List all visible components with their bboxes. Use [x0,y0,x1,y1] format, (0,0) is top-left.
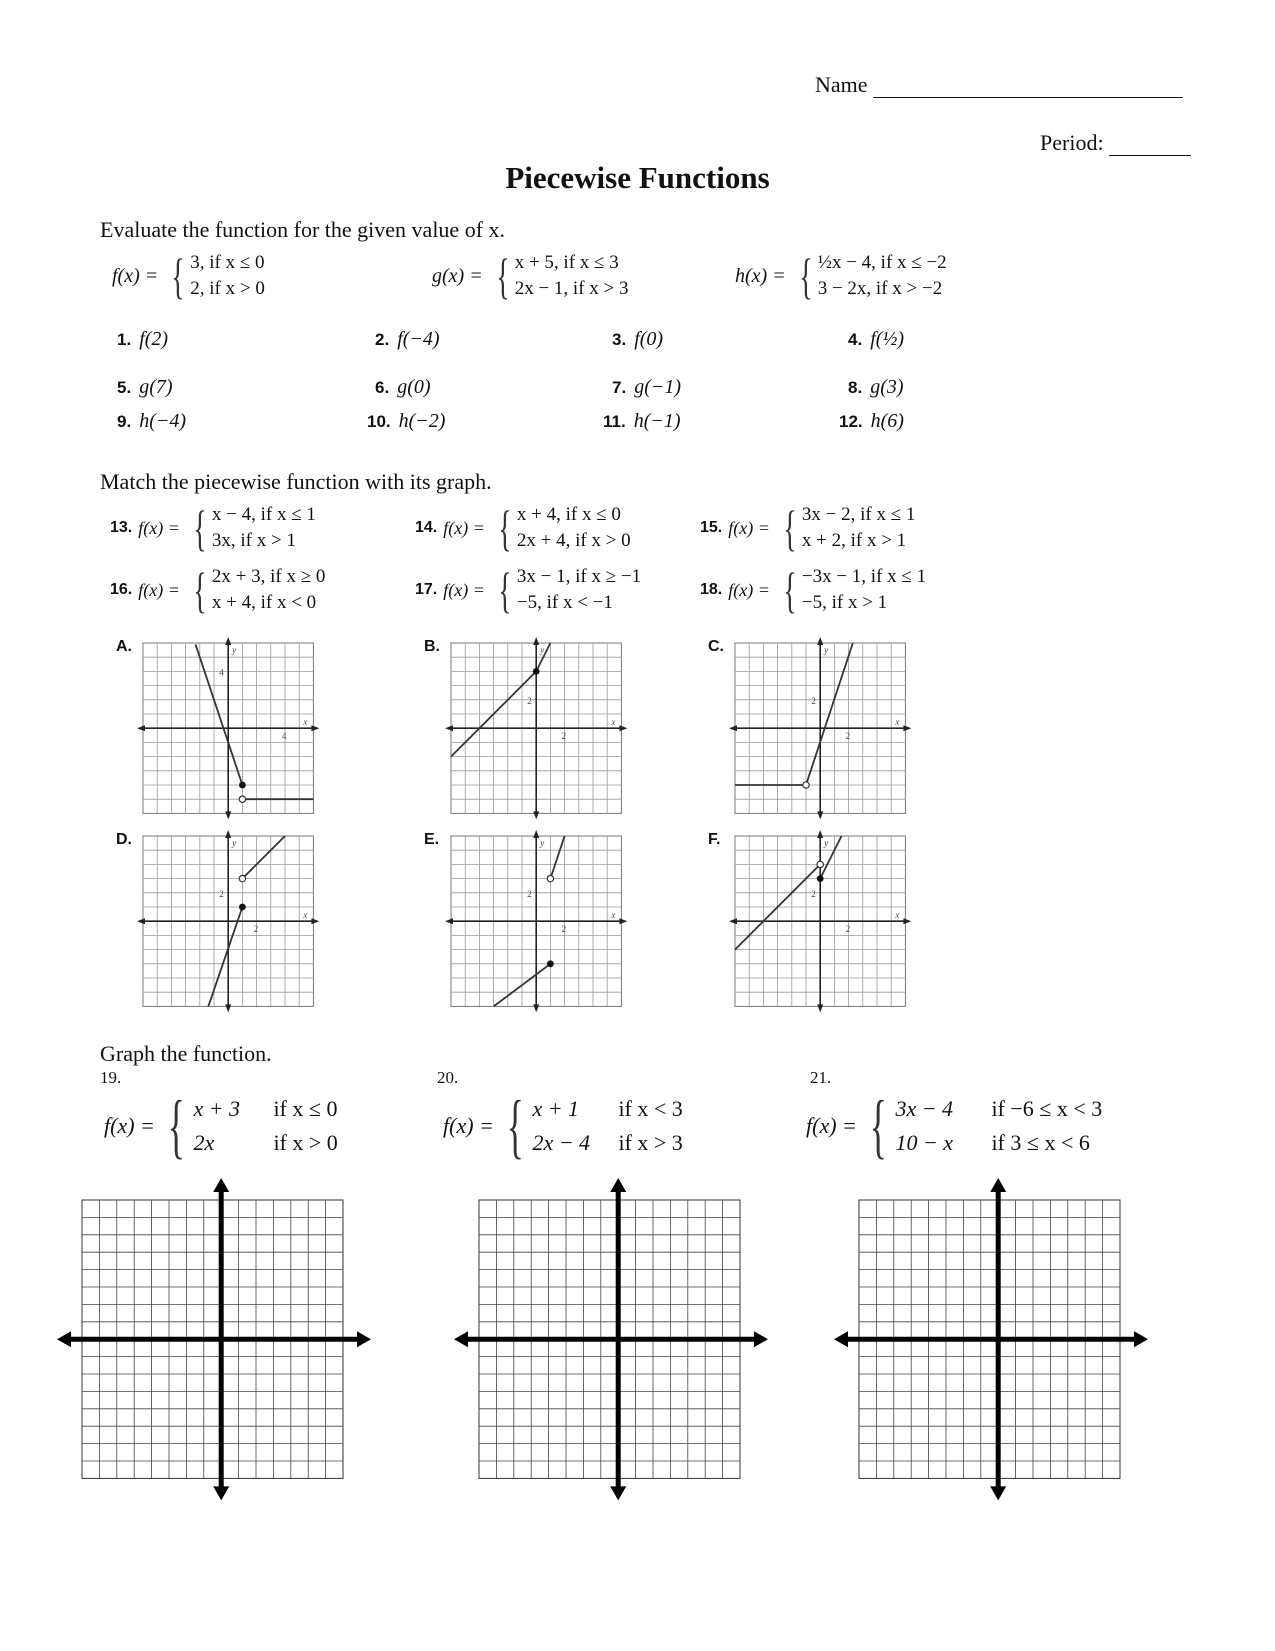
graph-c [735,643,907,815]
match-function-13: 13. f(x) = { x − 4, if x ≤ 1 3x, if x > 1 [110,500,316,556]
x-axis-arrow-left [454,1331,468,1347]
name-label: Name [815,72,868,97]
x-axis-arrow-right [311,918,319,924]
y-tick-label: 2 [527,695,532,706]
problem-11: 11. h(−1) [603,410,681,432]
x-axis-arrow-right [903,725,911,731]
x-axis-arrow-left [137,725,145,731]
graph-e [451,836,623,1008]
y-tick-label: 4 [219,667,224,678]
x-axis-arrow-left [834,1331,848,1347]
open-point [817,861,823,867]
y-axis-arrow-up [610,1178,626,1192]
y-tick-label: 2 [527,888,532,899]
closed-point [817,875,824,882]
y-axis-arrow-down [990,1486,1006,1500]
y-axis-arrow-down [533,811,539,819]
y-axis-arrow-up [817,637,823,645]
closed-point [239,782,246,789]
match-instruction: Match the piecewise function with its graph. [100,469,492,494]
match-function-16: 16. f(x) = { 2x + 3, if x ≥ 0 x + 4, if x < 0 [110,562,326,618]
match-function-17: 17. f(x) = { 3x − 1, if x ≥ −1 −5, if x < −1 [415,562,642,618]
graph-a [143,643,315,815]
function-h-definition: h(x) = { ½x − 4, if x ≤ −2 3 − 2x, if x > −2 [735,248,947,304]
graph-label-b: B. [424,638,440,655]
x-tick-label: 2 [845,731,851,742]
y-axis-arrow-up [990,1178,1006,1192]
graph-instruction: Graph the function. [100,1041,272,1066]
graph-d [143,836,315,1008]
graph-label-d: D. [116,831,132,848]
problem-1: 1. f(2) [117,328,169,350]
x-axis-arrow-left [729,918,737,924]
y-axis-arrow-down [817,1004,823,1012]
x-axis-arrow-left [137,918,145,924]
open-point [803,782,809,788]
problem-2: 2. f(−4) [375,328,440,350]
page-title: Piecewise Functions [505,160,770,195]
y-axis-label: y [232,645,237,655]
problem-3: 3. f(0) [612,328,664,350]
graph-b [451,643,623,815]
x-tick-label: 2 [845,924,851,935]
blank-grid-20[interactable] [452,1178,772,1478]
x-axis-arrow-right [903,918,911,924]
problem-20-number: 20. [437,1068,459,1087]
y-axis-arrow-up [533,830,539,838]
open-point [239,875,245,881]
graph-label-a: A. [116,638,132,655]
x-axis-arrow-left [445,918,453,924]
y-axis-label: y [824,838,829,848]
x-axis-arrow-right [619,918,627,924]
problem-19-definition: f(x) = { x + 3 if x ≤ 0 2x if x > 0 [104,1086,338,1166]
x-axis-arrow-right [311,725,319,731]
graph-label-e: E. [424,831,440,848]
problem-5: 5. g(7) [117,376,173,398]
problem-21-definition: f(x) = { 3x − 4 if −6 ≤ x < 3 10 − x if 3 ≤ x < 6 [806,1086,1103,1166]
match-function-15: 15. f(x) = { 3x − 2, if x ≤ 1 x + 2, if x > 1 [700,500,916,556]
x-tick-label: 2 [561,731,567,742]
x-tick-label: 4 [282,731,287,742]
name-blank[interactable] [873,97,1183,98]
y-axis-label: y [540,645,545,655]
open-point [547,875,553,881]
y-axis-arrow-up [533,637,539,645]
y-axis-label: y [232,838,237,848]
match-function-14: 14. f(x) = { x + 4, if x ≤ 0 2x + 4, if x > 0 [415,500,631,556]
y-axis-label: y [540,838,545,848]
name-field[interactable] [815,72,1183,98]
open-point [239,796,245,802]
y-axis-label: y [824,645,829,655]
y-axis-arrow-up [213,1178,229,1192]
problem-6: 6. g(0) [375,376,431,398]
y-axis-arrow-down [533,1004,539,1012]
problem-12: 12. h(6) [839,410,904,432]
x-axis-label: x [303,910,308,921]
problem-9: 9. h(−4) [117,410,187,432]
graph-f [735,836,907,1008]
y-tick-label: 2 [811,695,816,706]
match-function-18: 18. f(x) = { −3x − 1, if x ≤ 1 −5, if x > 1 [700,562,927,618]
closed-point [533,668,540,675]
y-tick-label: 2 [219,888,224,899]
x-axis-arrow-right [357,1331,371,1347]
problem-10: 10. h(−2) [367,410,446,432]
period-field[interactable] [1040,130,1191,156]
y-axis-arrow-up [225,830,231,838]
closed-point [547,960,554,967]
x-axis-arrow-right [754,1331,768,1347]
y-axis-arrow-up [225,637,231,645]
function-g-definition: g(x) = { x + 5, if x ≤ 3 2x − 1, if x > 3 [432,248,629,304]
x-axis-label: x [611,717,616,728]
y-axis-arrow-up [817,830,823,838]
blank-grid-21[interactable] [832,1178,1152,1478]
x-axis-label: x [611,910,616,921]
x-axis-arrow-right [1134,1331,1148,1347]
y-axis-arrow-down [817,811,823,819]
closed-point [239,904,246,911]
problem-19-number: 19. [100,1068,122,1087]
problem-7: 7. g(−1) [612,376,682,398]
x-axis-arrow-left [445,725,453,731]
x-axis-label: x [895,717,900,728]
function-f-definition: f(x) = { 3, if x ≤ 0 2, if x > 0 [112,248,265,304]
y-axis-arrow-down [610,1486,626,1500]
x-tick-label: 2 [253,924,259,935]
problem-8: 8. g(3) [848,376,904,398]
period-blank[interactable] [1109,155,1191,156]
problem-20-definition: f(x) = { x + 1 if x < 3 2x − 4 if x > 3 [443,1086,683,1166]
graph-label-f: F. [708,831,721,848]
y-axis-arrow-down [225,1004,231,1012]
period-label: Period: [1040,130,1104,155]
x-axis-arrow-right [619,725,627,731]
graph-label-c: C. [708,638,724,655]
x-axis-arrow-left [57,1331,71,1347]
y-axis-arrow-down [225,811,231,819]
x-axis-arrow-left [729,725,737,731]
y-tick-label: 2 [811,888,816,899]
y-axis-arrow-down [213,1486,229,1500]
x-axis-label: x [303,717,308,728]
problem-4: 4. f(½) [848,328,905,350]
x-axis-label: x [895,910,900,921]
evaluate-instruction: Evaluate the function for the given value of x. [100,217,506,242]
blank-grid-19[interactable] [55,1178,375,1478]
x-tick-label: 2 [561,924,567,935]
problem-21-number: 21. [810,1068,832,1087]
